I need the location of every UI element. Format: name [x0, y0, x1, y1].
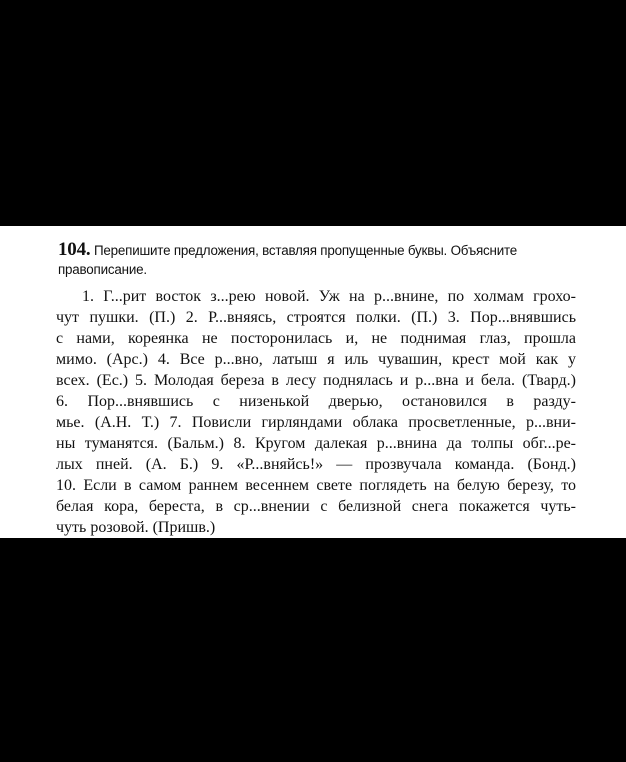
text-line: чут пушки. (П.) 2. Р...вняясь, строятся полки. (П.) 3. Пор...внявшись: [56, 309, 576, 326]
text-line: мимо. (Арс.) 4. Все р...вно, латыш я иль чувашин, крест мой как у: [56, 351, 576, 368]
text-line: белая кора, береста, в ср...внении с белизной снега покажется чуть-: [56, 498, 576, 515]
exercise-heading: [58, 240, 588, 279]
text-line: 10. Если в самом раннем весеннем свете поглядеть на белую березу, то: [56, 477, 576, 494]
text-line: лых пней. (А. Б.) 9. «Р...вняйсь!» — прозвучала команда. (Бонд.): [56, 456, 576, 473]
exercise-instruction-line2: правописание.: [58, 262, 147, 277]
text-line: ны туманятся. (Бальм.) 8. Кругом далекая р...внина да толпы обг...ре-: [56, 435, 576, 452]
text-line: всех. (Ес.) 5. Молодая береза в лесу поднялась и р...вна и бела. (Твард.): [56, 372, 576, 389]
exercise-instruction-line1: Перепишите предложения, вставляя пропущенные буквы. Объясните: [93, 243, 518, 258]
textbook-page: [0, 226, 626, 538]
text-line: 1. Г...рит восток з...рею новой. Уж на р...внине, по холмам грохо-: [82, 288, 576, 305]
text-line: чуть розовой. (Пришв.): [56, 519, 216, 536]
text-line: с нами, кореянка не посторонилась и, не поднимая глаз, прошла: [56, 330, 576, 347]
text-line: мье. (А.Н. Т.) 7. Повисли гирляндами облака просветленные, р...вни-: [56, 414, 576, 431]
text-line: 6. Пор...внявшись с низенькой дверью, остановился в разду-: [56, 393, 576, 410]
exercise-number: 104.: [58, 239, 91, 260]
exercise-text: [56, 286, 576, 538]
